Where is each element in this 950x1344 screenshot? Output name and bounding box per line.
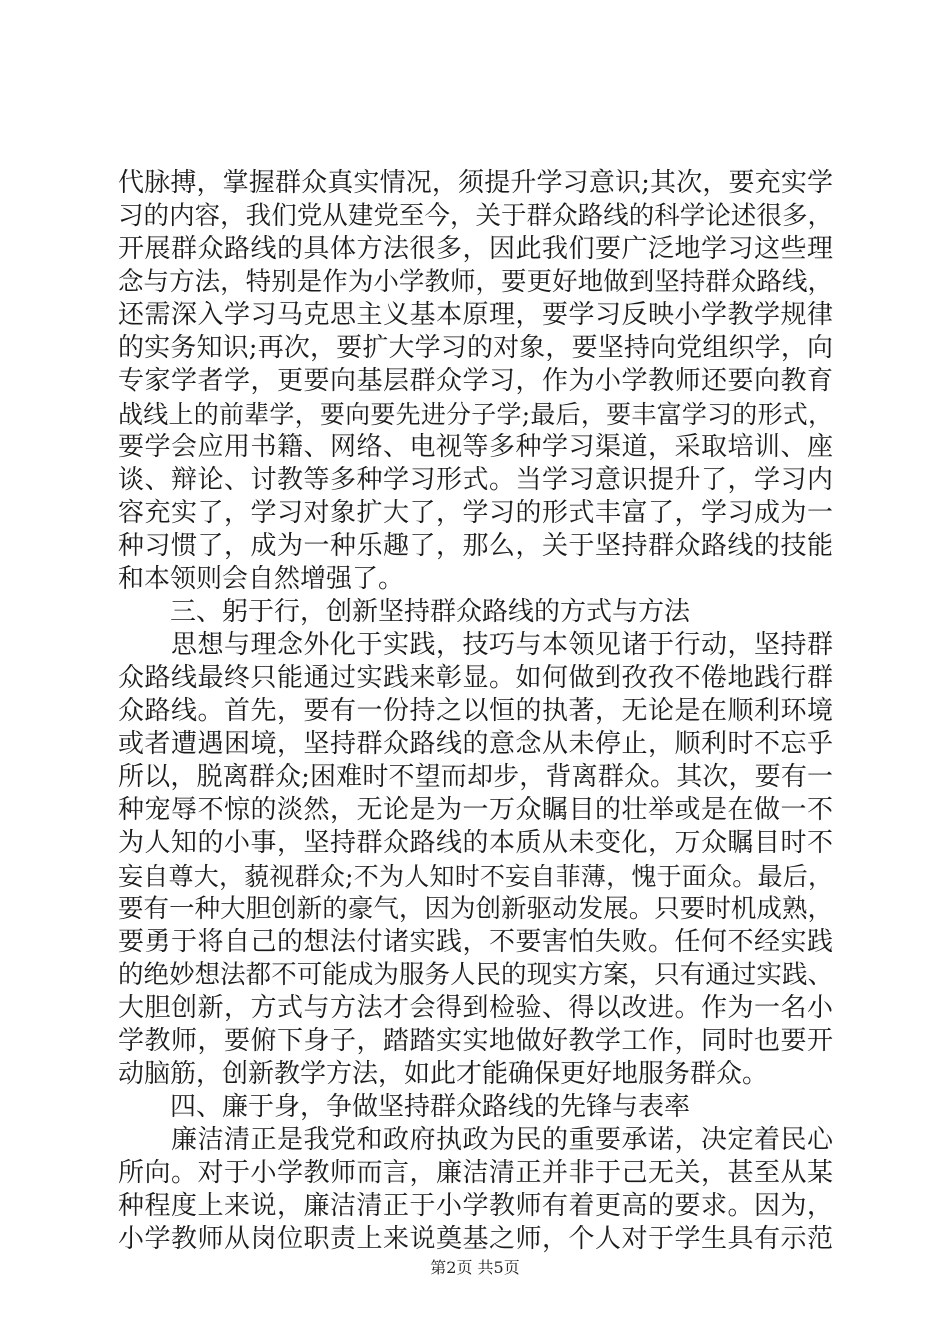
text-line: 廉洁清正是我党和政府执政为民的重要承诺，决定着民心: [118, 1125, 833, 1155]
text-line: 谈、辩论、讨教等多种学习形式。当学习意识提升了，学习内: [118, 465, 833, 495]
text-line: 要学会应用书籍、网络、电视等多种学习渠道，采取培训、座: [118, 432, 833, 462]
text-line: 开展群众路线的具体方法很多，因此我们要广泛地学习这些理: [118, 234, 833, 264]
text-line: 小学教师从岗位职责上来说奠基之师，个人对于学生具有示范: [118, 1224, 833, 1254]
text-line: 思想与理念外化于实践，技巧与本领见诸于行动，坚持群: [118, 630, 833, 660]
text-line: 念与方法，特别是作为小学教师，要更好地做到坚持群众路线，: [118, 267, 833, 297]
text-line: 妄自尊大，藐视群众;不为人知时不妄自菲薄，愧于面众。最后，: [118, 862, 833, 891]
text-line: 的绝妙想法都不可能成为服务人民的现实方案，只有通过实践、: [118, 960, 833, 990]
text-line: 战线上的前辈学，要向要先进分子学;最后，要丰富学习的形式，: [118, 400, 833, 429]
text-line: 和本领则会自然增强了。: [118, 564, 405, 594]
text-line: 习的内容，我们党从建党至今，关于群众路线的科学论述很多，: [118, 201, 833, 231]
text-line: 还需深入学习马克思主义基本原理，要学习反映小学教学规律: [118, 300, 833, 330]
text-line: 为人知的小事，坚持群众路线的本质从未变化，万众瞩目时不: [118, 828, 833, 858]
text-line: 专家学者学，更要向基层群众学习，作为小学教师还要向教育: [118, 366, 833, 396]
text-line: 三、躬于行，创新坚持群众路线的方式与方法: [118, 597, 691, 627]
text-line: 众路线。首先，要有一份持之以恒的执著，无论是在顺利环境: [118, 696, 833, 726]
document-body: [118, 167, 833, 1256]
text-line: 众路线最终只能通过实践来彰显。如何做到孜孜不倦地践行群: [118, 663, 833, 693]
text-line: 容充实了，学习对象扩大了，学习的形式丰富了，学习成为一: [118, 498, 833, 528]
text-line: 种习惯了，成为一种乐趣了，那么，关于坚持群众路线的技能: [118, 531, 833, 561]
text-line: 要有一种大胆创新的豪气，因为创新驱动发展。只要时机成熟，: [118, 894, 833, 924]
text-line: 动脑筋，创新教学方法，如此才能确保更好地服务群众。: [118, 1059, 769, 1089]
text-line: 所向。对于小学教师而言，廉洁清正并非于己无关，甚至从某: [118, 1158, 833, 1188]
text-line: 的实务知识;再次，要扩大学习的对象，要坚持向党组织学，向: [118, 333, 833, 363]
text-line: 所以，脱离群众;困难时不望而却步，背离群众。其次，要有一: [118, 762, 833, 792]
text-line: 四、廉于身，争做坚持群众路线的先锋与表率: [118, 1092, 691, 1122]
text-line: 要勇于将自己的想法付诸实践，不要害怕失败。任何不经实践: [118, 927, 833, 957]
text-line: 种宠辱不惊的淡然，无论是为一万众瞩目的壮举或是在做一不: [118, 795, 833, 825]
text-line: 种程度上来说，廉洁清正于小学教师有着更高的要求。因为，: [118, 1191, 833, 1221]
text-line: 大胆创新，方式与方法才会得到检验、得以改进。作为一名小: [118, 993, 833, 1023]
text-line: 学教师，要俯下身子，踏踏实实地做好教学工作，同时也要开: [118, 1026, 833, 1056]
text-line: 代脉搏，掌握群众真实情况，须提升学习意识;其次，要充实学: [118, 168, 833, 198]
page-footer: 第2页 共5页: [430, 1258, 520, 1277]
text-line: 或者遭遇困境，坚持群众路线的意念从未停止，顺利时不忘乎: [118, 729, 833, 759]
